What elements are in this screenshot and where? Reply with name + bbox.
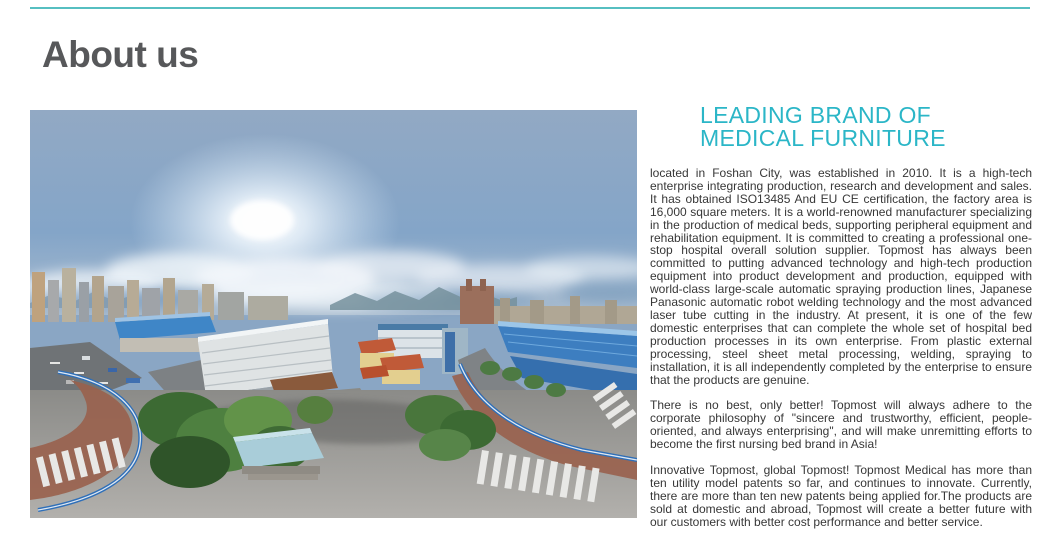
section-heading-line2: MEDICAL FURNITURE [700,125,946,151]
section-heading [650,104,1032,150]
section-heading-line1: LEADING BRAND OF [700,102,932,128]
about-paragraph-3: Innovative Topmost, global Topmost! Topmost Medical has more than ten utility model patents so far, and continues to innovate. Currently, there are more than ten new patents being applied for.The products are sold at domestic and abroad, Topmost will create a better future with our customers with better cost performance and better service. [650,463,1032,529]
about-text-column [650,104,1032,534]
about-paragraph-2: There is no best, only better! Topmost will always adhere to the corporate philosophy of "sincere and trustworthy, efficient, people-oriented, and always enterprising", and will make unremitting efforts to become the first nursing bed brand in Asia! [650,398,1032,452]
factory-aerial-panorama-photo [30,110,637,518]
top-divider-line [30,7,1030,9]
about-paragraph-1: located in Foshan City, was established in 2010. It is a high-tech enterprise integrating production, research and development and sales. It has obtained ISO13485 And EU CE certification, the factory area is 16,000 square meters. It is a world-renowned manufacturer specializing in the production of medical beds, supporting peripheral equipment and rehabilitation equipment. It is committed to creating a professional one-stop hospital overall solution supplier. Topmost has always been committed to putting advanced technology and high-tech production equipment into product development and production, equipped with world-class large-scale automatic spraying production lines, Japanese Panasonic automatic robot welding technology and the most advanced laser tube cutting in the industry. At present, it is one of the few domestic enterprises that can complete the whole set of hospital bed production processes in its own enterprise. From plastic external processing, steel sheet metal processing, welding, spraying to installation, it is all independently completed by the enterprise to ensure that the products are genuine. [650,166,1032,387]
page-title: About us [42,34,199,75]
factory-aerial-panorama-image [30,110,637,518]
